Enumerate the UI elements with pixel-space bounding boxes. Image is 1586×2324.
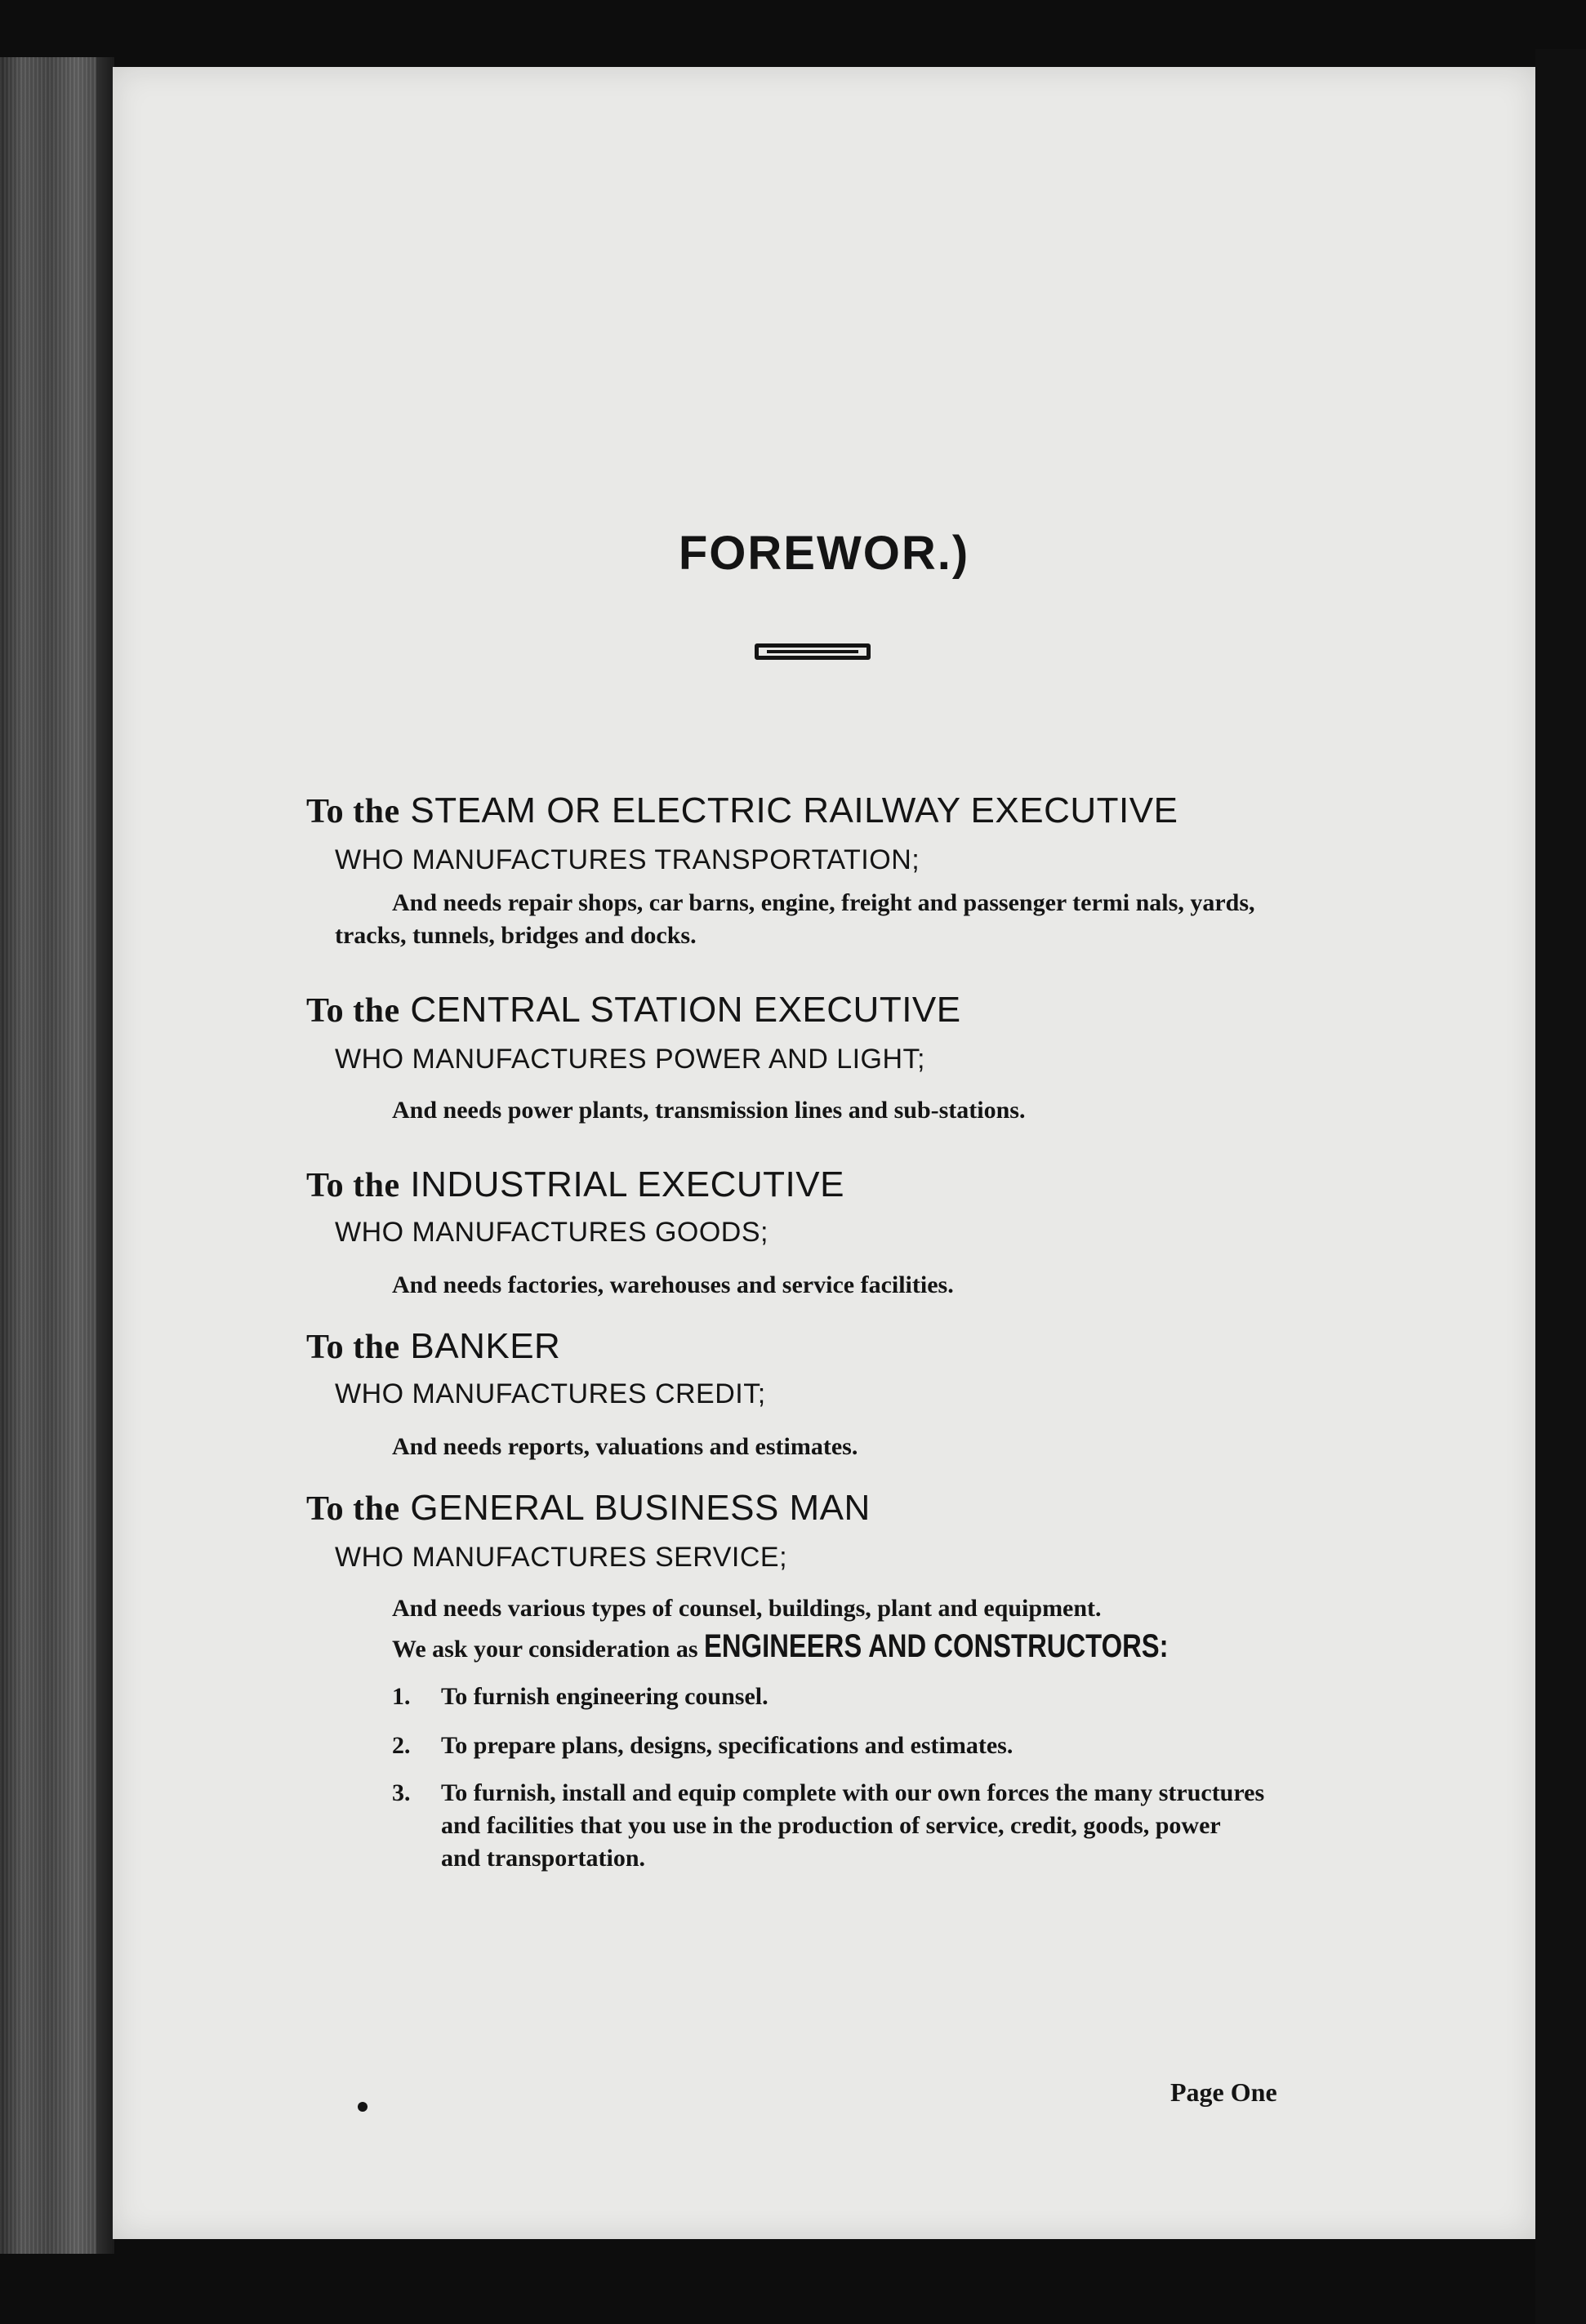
section-to: To the [306,793,400,830]
section-manufactures: WHO MANUFACTURES SERVICE; [335,1542,788,1573]
scan-border [1535,49,1586,2324]
list-number: 1. [392,1683,411,1710]
list-text: To prepare plans, designs, specifications and estimates. [441,1732,1014,1759]
section-audience: CENTRAL STATION EXECUTIVE [410,990,961,1030]
section-needs: And needs various types of counsel, buildings, plant and equipment. [392,1595,1102,1622]
section-manufactures: WHO MANUFACTURES TRANSPORTATION; [335,844,920,875]
list-number: 2. [392,1732,411,1759]
list-text: To furnish engineering counsel. [441,1683,768,1710]
ink-dot [358,2102,368,2112]
page-number: Page One [1170,2077,1277,2107]
book-spine [0,57,110,2254]
section-needs: And needs reports, valuations and estimates. [392,1433,858,1460]
list-text: To furnish, install and equip complete with our own forces the many structures and facilities that you use in the production of service, credit, goods, power and transportation. [441,1779,1265,1872]
section-to: To the [306,1329,400,1366]
section-heading-railway [306,790,1178,831]
section-manufactures: WHO MANUFACTURES POWER AND LIGHT; [335,1044,925,1075]
section-heading-industrial [306,1164,844,1205]
page-paper [113,67,1535,2239]
section-audience: INDUSTRIAL EXECUTIVE [410,1164,844,1204]
section-to: To the [306,1490,400,1528]
section-heading-banker [306,1326,560,1367]
section-heading-central-station [306,990,961,1031]
section-manufactures: WHO MANUFACTURES GOODS; [335,1217,768,1248]
section-needs: And needs power plants, transmission lines and sub-stations. [392,1097,1026,1124]
section-heading-general-business [306,1488,871,1529]
title-rule [755,643,871,660]
spine-edge [96,57,114,2254]
list-item [392,1730,1266,1762]
list-number: 3. [392,1779,411,1806]
list-item [392,1777,1266,1875]
section-manufactures: WHO MANUFACTURES CREDIT; [335,1378,766,1409]
section-needs: And needs repair shops, car barns, engine, freight and passenger termi nals, yards, tracks, tunnels, bridges and docks. [335,889,1255,949]
consideration-emphasis: ENGINEERS AND CONSTRUCTORS: [704,1628,1169,1664]
section-audience: BANKER [410,1326,561,1366]
consideration-line [392,1628,1270,1665]
section-audience: STEAM OR ELECTRIC RAILWAY EXECUTIVE [410,790,1178,830]
consideration-lead: We ask your consideration as [392,1636,698,1663]
section-to: To the [306,1167,400,1204]
page-content [113,67,1535,2239]
page-title: FOREWOR.) [678,527,970,580]
section-audience: GENERAL BUSINESS MAN [410,1488,871,1528]
list-item [392,1681,1266,1713]
section-needs: And needs factories, warehouses and service facilities. [392,1271,954,1298]
section-to: To the [306,992,400,1030]
